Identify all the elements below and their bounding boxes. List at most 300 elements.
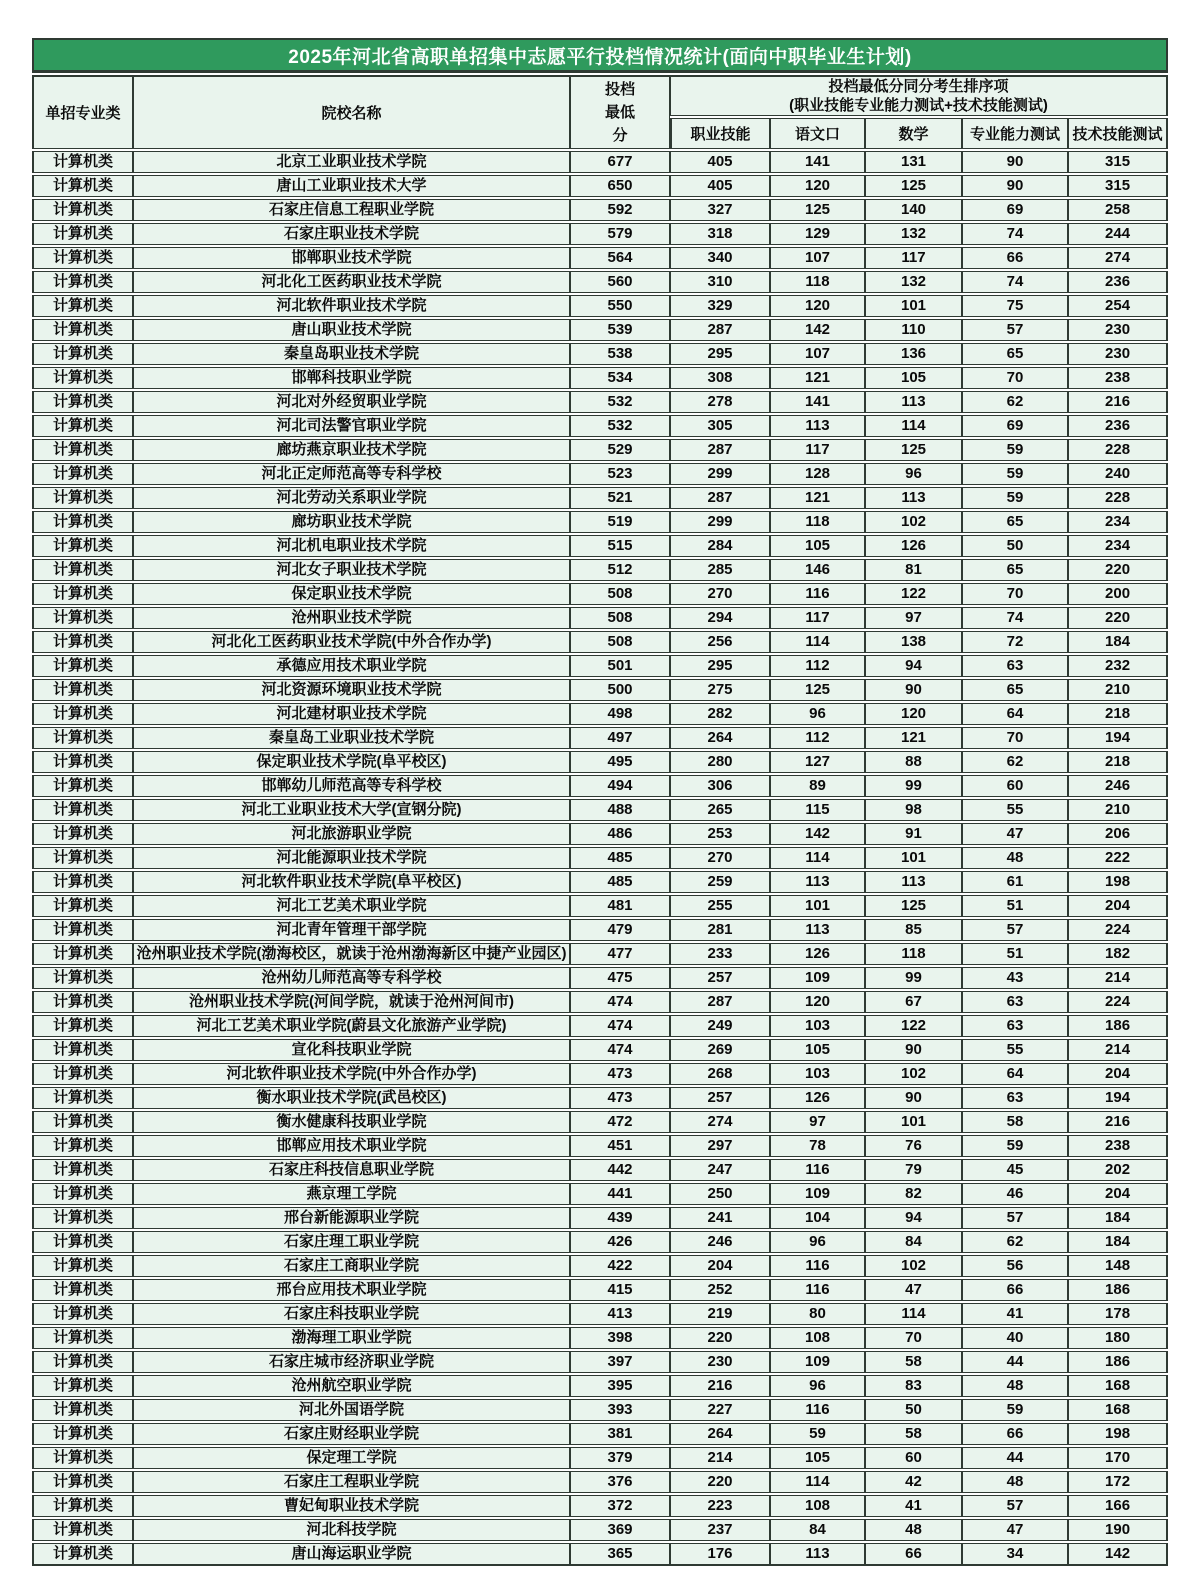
category-cell: 计算机类: [32, 1375, 133, 1397]
score-cell: 96: [770, 703, 865, 725]
category-cell: 计算机类: [32, 607, 133, 629]
score-cell: 275: [670, 679, 770, 701]
category-cell: 计算机类: [32, 1327, 133, 1349]
header-school-name: 院校名称: [133, 75, 570, 149]
category-cell: 计算机类: [32, 1303, 133, 1325]
school-cell: 河北对外经贸职业学院: [133, 391, 570, 413]
category-cell: 计算机类: [32, 655, 133, 677]
score-cell: 114: [770, 631, 865, 653]
score-cell: 120: [770, 175, 865, 197]
score-cell: 265: [670, 799, 770, 821]
table-row: [32, 775, 1168, 797]
score-cell: 62: [962, 391, 1068, 413]
table-row: [32, 1231, 1168, 1253]
score-cell: 141: [770, 151, 865, 173]
school-cell: 石家庄理工职业学院: [133, 1231, 570, 1253]
table-row: [32, 439, 1168, 461]
category-cell: 计算机类: [32, 1183, 133, 1205]
score-cell: 113: [770, 415, 865, 437]
score-cell: 84: [770, 1519, 865, 1541]
score-cell: 62: [962, 751, 1068, 773]
score-cell: 295: [670, 343, 770, 365]
category-cell: 计算机类: [32, 679, 133, 701]
score-cell: 529: [570, 439, 670, 461]
score-cell: 90: [962, 175, 1068, 197]
score-cell: 64: [962, 1063, 1068, 1085]
score-cell: 485: [570, 847, 670, 869]
score-cell: 592: [570, 199, 670, 221]
school-cell: 石家庄科技信息职业学院: [133, 1159, 570, 1181]
score-cell: 415: [570, 1279, 670, 1301]
school-cell: 北京工业职业技术学院: [133, 151, 570, 173]
table-row: [32, 1351, 1168, 1373]
school-cell: 河北正定师范高等专科学校: [133, 463, 570, 485]
score-cell: 126: [770, 943, 865, 965]
score-cell: 82: [865, 1183, 962, 1205]
school-cell: 河北软件职业技术学院(中外合作办学): [133, 1063, 570, 1085]
score-cell: 532: [570, 415, 670, 437]
score-cell: 232: [1068, 655, 1168, 677]
score-cell: 194: [1068, 1087, 1168, 1109]
table-row: [32, 1207, 1168, 1229]
score-cell: 238: [1068, 367, 1168, 389]
score-cell: 294: [670, 607, 770, 629]
table-row: [32, 1303, 1168, 1325]
score-cell: 329: [670, 295, 770, 317]
table-row: [32, 487, 1168, 509]
score-cell: 113: [770, 871, 865, 893]
score-cell: 650: [570, 175, 670, 197]
school-cell: 唐山工业职业技术大学: [133, 175, 570, 197]
table-title: 2025年河北省高职单招集中志愿平行投档情况统计(面向中职毕业生计划): [288, 46, 912, 68]
score-cell: 379: [570, 1447, 670, 1469]
school-cell: 河北工艺美术职业学院: [133, 895, 570, 917]
table-row: [32, 703, 1168, 725]
table-row: [32, 151, 1168, 173]
score-cell: 115: [770, 799, 865, 821]
header-min-score: [570, 75, 670, 149]
score-cell: 220: [1068, 607, 1168, 629]
score-cell: 48: [865, 1519, 962, 1541]
table-row: [32, 343, 1168, 365]
score-cell: 287: [670, 439, 770, 461]
school-cell: 邯郸应用技术职业学院: [133, 1135, 570, 1157]
score-cell: 228: [1068, 487, 1168, 509]
header-category: 单招专业类: [32, 75, 133, 149]
table-row: [32, 1135, 1168, 1157]
category-cell: 计算机类: [32, 559, 133, 581]
score-cell: 256: [670, 631, 770, 653]
score-cell: 214: [670, 1447, 770, 1469]
school-cell: 邢台应用技术职业学院: [133, 1279, 570, 1301]
school-cell: 河北软件职业技术学院: [133, 295, 570, 317]
header-min-score-line2: 最低: [604, 104, 635, 121]
school-cell: 河北工艺美术职业学院(蔚县文化旅游产业学院): [133, 1015, 570, 1037]
score-cell: 140: [865, 199, 962, 221]
score-cell: 96: [770, 1375, 865, 1397]
score-cell: 56: [962, 1255, 1068, 1277]
score-cell: 113: [865, 391, 962, 413]
score-cell: 105: [770, 535, 865, 557]
score-cell: 60: [962, 775, 1068, 797]
table-row: [32, 1063, 1168, 1085]
category-cell: 计算机类: [32, 1015, 133, 1037]
category-cell: 计算机类: [32, 871, 133, 893]
score-cell: 285: [670, 559, 770, 581]
school-cell: 河北化工医药职业技术学院(中外合作办学): [133, 631, 570, 653]
category-cell: 计算机类: [32, 439, 133, 461]
score-cell: 120: [865, 703, 962, 725]
score-cell: 114: [770, 847, 865, 869]
table-row: [32, 583, 1168, 605]
score-cell: 451: [570, 1135, 670, 1157]
score-cell: 218: [1068, 751, 1168, 773]
score-cell: 89: [770, 775, 865, 797]
school-cell: 衡水职业技术学院(武邑校区): [133, 1087, 570, 1109]
score-cell: 88: [865, 751, 962, 773]
table-row: [32, 1183, 1168, 1205]
table-row: [32, 1447, 1168, 1469]
score-cell: 222: [1068, 847, 1168, 869]
score-cell: 99: [865, 967, 962, 989]
score-cell: 101: [865, 847, 962, 869]
score-cell: 103: [770, 1063, 865, 1085]
score-cell: 287: [670, 319, 770, 341]
score-cell: 99: [865, 775, 962, 797]
score-cell: 210: [1068, 799, 1168, 821]
score-cell: 264: [670, 727, 770, 749]
score-cell: 116: [770, 1255, 865, 1277]
table-row: [32, 391, 1168, 413]
table-row: [32, 271, 1168, 293]
table-row: [32, 727, 1168, 749]
score-cell: 204: [1068, 1183, 1168, 1205]
category-cell: 计算机类: [32, 1039, 133, 1061]
score-cell: 274: [1068, 247, 1168, 269]
score-cell: 57: [962, 1495, 1068, 1517]
score-cell: 59: [962, 1399, 1068, 1421]
score-cell: 184: [1068, 1207, 1168, 1229]
score-cell: 282: [670, 703, 770, 725]
score-cell: 512: [570, 559, 670, 581]
score-cell: 127: [770, 751, 865, 773]
table-row: [32, 463, 1168, 485]
score-cell: 142: [770, 823, 865, 845]
score-cell: 117: [770, 439, 865, 461]
school-cell: 石家庄城市经济职业学院: [133, 1351, 570, 1373]
score-cell: 176: [670, 1543, 770, 1566]
school-cell: 河北资源环境职业技术学院: [133, 679, 570, 701]
score-cell: 101: [770, 895, 865, 917]
score-cell: 182: [1068, 943, 1168, 965]
score-cell: 488: [570, 799, 670, 821]
score-cell: 315: [1068, 175, 1168, 197]
score-cell: 138: [865, 631, 962, 653]
score-cell: 40: [962, 1327, 1068, 1349]
score-cell: 198: [1068, 871, 1168, 893]
score-cell: 96: [865, 463, 962, 485]
score-cell: 63: [962, 1015, 1068, 1037]
score-cell: 287: [670, 487, 770, 509]
category-cell: 计算机类: [32, 223, 133, 245]
school-cell: 秦皇岛工业职业技术学院: [133, 727, 570, 749]
score-cell: 97: [865, 607, 962, 629]
score-cell: 120: [770, 991, 865, 1013]
score-cell: 64: [962, 703, 1068, 725]
category-cell: 计算机类: [32, 1447, 133, 1469]
score-cell: 218: [1068, 703, 1168, 725]
category-cell: 计算机类: [32, 1399, 133, 1421]
score-cell: 190: [1068, 1519, 1168, 1541]
score-cell: 148: [1068, 1255, 1168, 1277]
score-cell: 118: [770, 271, 865, 293]
table-row: [32, 607, 1168, 629]
table-row: [32, 295, 1168, 317]
header-tiebreak-line1: 投档最低分同分考生排序项: [828, 78, 1009, 95]
school-cell: 承德应用技术职业学院: [133, 655, 570, 677]
score-cell: 48: [962, 1375, 1068, 1397]
table-row: [32, 247, 1168, 269]
score-cell: 166: [1068, 1495, 1168, 1517]
score-cell: 405: [670, 175, 770, 197]
score-cell: 274: [670, 1111, 770, 1133]
category-cell: 计算机类: [32, 295, 133, 317]
score-cell: 47: [962, 823, 1068, 845]
score-cell: 170: [1068, 1447, 1168, 1469]
score-cell: 498: [570, 703, 670, 725]
score-cell: 534: [570, 367, 670, 389]
score-cell: 381: [570, 1423, 670, 1445]
table-row: [32, 679, 1168, 701]
score-cell: 230: [670, 1351, 770, 1373]
score-cell: 210: [1068, 679, 1168, 701]
table-row: [32, 1519, 1168, 1541]
score-cell: 500: [570, 679, 670, 701]
score-cell: 230: [1068, 319, 1168, 341]
score-cell: 59: [770, 1423, 865, 1445]
table-row: [32, 943, 1168, 965]
score-cell: 110: [865, 319, 962, 341]
table-header: [32, 75, 1168, 149]
score-cell: 101: [865, 1111, 962, 1133]
score-cell: 67: [865, 991, 962, 1013]
category-cell: 计算机类: [32, 631, 133, 653]
score-cell: 80: [770, 1303, 865, 1325]
score-cell: 214: [1068, 1039, 1168, 1061]
score-cell: 441: [570, 1183, 670, 1205]
score-cell: 204: [670, 1255, 770, 1277]
score-cell: 112: [770, 655, 865, 677]
score-cell: 172: [1068, 1471, 1168, 1493]
score-cell: 142: [770, 319, 865, 341]
table-row: [32, 1327, 1168, 1349]
score-cell: 508: [570, 631, 670, 653]
table-row: [32, 871, 1168, 893]
score-cell: 186: [1068, 1015, 1168, 1037]
school-cell: 石家庄职业技术学院: [133, 223, 570, 245]
category-cell: 计算机类: [32, 1279, 133, 1301]
school-cell: 河北工业职业技术大学(宣钢分院): [133, 799, 570, 821]
score-cell: 84: [865, 1231, 962, 1253]
table-row: [32, 823, 1168, 845]
score-cell: 59: [962, 1135, 1068, 1157]
score-cell: 393: [570, 1399, 670, 1421]
score-cell: 202: [1068, 1159, 1168, 1181]
score-cell: 477: [570, 943, 670, 965]
score-cell: 287: [670, 991, 770, 1013]
score-cell: 128: [770, 463, 865, 485]
score-cell: 236: [1068, 271, 1168, 293]
score-cell: 78: [770, 1135, 865, 1157]
score-cell: 278: [670, 391, 770, 413]
score-cell: 472: [570, 1111, 670, 1133]
score-cell: 43: [962, 967, 1068, 989]
school-cell: 沧州职业技术学院(渤海校区，就读于沧州渤海新区中捷产业园区): [133, 943, 570, 965]
score-cell: 184: [1068, 1231, 1168, 1253]
score-cell: 315: [1068, 151, 1168, 173]
school-cell: 河北科技学院: [133, 1519, 570, 1541]
score-cell: 474: [570, 1015, 670, 1037]
score-cell: 90: [962, 151, 1068, 173]
score-cell: 204: [1068, 1063, 1168, 1085]
score-cell: 523: [570, 463, 670, 485]
score-cell: 180: [1068, 1327, 1168, 1349]
table-row: [32, 895, 1168, 917]
score-cell: 125: [770, 679, 865, 701]
header-row-top: [32, 75, 1168, 116]
score-cell: 216: [1068, 1111, 1168, 1133]
score-cell: 55: [962, 799, 1068, 821]
score-cell: 560: [570, 271, 670, 293]
category-cell: 计算机类: [32, 1159, 133, 1181]
score-cell: 405: [670, 151, 770, 173]
score-cell: 48: [962, 847, 1068, 869]
school-cell: 廊坊燕京职业技术学院: [133, 439, 570, 461]
score-cell: 107: [770, 247, 865, 269]
score-cell: 58: [962, 1111, 1068, 1133]
category-cell: 计算机类: [32, 247, 133, 269]
category-cell: 计算机类: [32, 1063, 133, 1085]
score-cell: 178: [1068, 1303, 1168, 1325]
score-cell: 62: [962, 1231, 1068, 1253]
score-cell: 113: [770, 919, 865, 941]
score-cell: 257: [670, 967, 770, 989]
score-cell: 125: [865, 895, 962, 917]
table-row: [32, 319, 1168, 341]
score-cell: 132: [865, 271, 962, 293]
score-cell: 70: [962, 583, 1068, 605]
school-cell: 邢台新能源职业学院: [133, 1207, 570, 1229]
score-cell: 236: [1068, 415, 1168, 437]
category-cell: 计算机类: [32, 319, 133, 341]
score-cell: 238: [1068, 1135, 1168, 1157]
score-cell: 122: [865, 583, 962, 605]
score-cell: 508: [570, 607, 670, 629]
score-cell: 220: [670, 1471, 770, 1493]
school-cell: 沧州航空职业学院: [133, 1375, 570, 1397]
school-cell: 河北化工医药职业技术学院: [133, 271, 570, 293]
score-cell: 65: [962, 559, 1068, 581]
score-cell: 102: [865, 511, 962, 533]
score-cell: 246: [670, 1231, 770, 1253]
score-cell: 532: [570, 391, 670, 413]
score-cell: 97: [770, 1111, 865, 1133]
category-cell: 计算机类: [32, 271, 133, 293]
score-cell: 83: [865, 1375, 962, 1397]
score-cell: 270: [670, 847, 770, 869]
score-cell: 142: [1068, 1543, 1168, 1566]
score-cell: 70: [962, 727, 1068, 749]
score-cell: 44: [962, 1351, 1068, 1373]
score-cell: 254: [1068, 295, 1168, 317]
table-row: [32, 367, 1168, 389]
score-cell: 105: [865, 367, 962, 389]
table-row: [32, 1495, 1168, 1517]
score-cell: 579: [570, 223, 670, 245]
school-cell: 沧州职业技术学院: [133, 607, 570, 629]
table-title-bar: [32, 38, 1168, 73]
table-row: [32, 799, 1168, 821]
table-row: [32, 223, 1168, 245]
category-cell: 计算机类: [32, 535, 133, 557]
score-cell: 70: [865, 1327, 962, 1349]
score-cell: 63: [962, 655, 1068, 677]
table-row: [32, 631, 1168, 653]
score-cell: 96: [770, 1231, 865, 1253]
score-cell: 234: [1068, 511, 1168, 533]
school-cell: 唐山职业技术学院: [133, 319, 570, 341]
score-cell: 184: [1068, 631, 1168, 653]
score-cell: 63: [962, 991, 1068, 1013]
school-cell: 河北机电职业技术学院: [133, 535, 570, 557]
score-cell: 65: [962, 679, 1068, 701]
score-cell: 206: [1068, 823, 1168, 845]
table-row: [32, 751, 1168, 773]
school-cell: 石家庄科技职业学院: [133, 1303, 570, 1325]
score-cell: 258: [1068, 199, 1168, 221]
table-row: [32, 1543, 1168, 1566]
school-cell: 河北旅游职业学院: [133, 823, 570, 845]
score-cell: 125: [865, 439, 962, 461]
score-cell: 101: [865, 295, 962, 317]
table-row: [32, 991, 1168, 1013]
category-cell: 计算机类: [32, 727, 133, 749]
category-cell: 计算机类: [32, 511, 133, 533]
category-cell: 计算机类: [32, 1087, 133, 1109]
score-cell: 66: [962, 1423, 1068, 1445]
score-cell: 200: [1068, 583, 1168, 605]
category-cell: 计算机类: [32, 1207, 133, 1229]
score-cell: 413: [570, 1303, 670, 1325]
category-cell: 计算机类: [32, 415, 133, 437]
score-cell: 65: [962, 511, 1068, 533]
score-cell: 50: [962, 535, 1068, 557]
category-cell: 计算机类: [32, 967, 133, 989]
score-cell: 473: [570, 1087, 670, 1109]
score-cell: 241: [670, 1207, 770, 1229]
score-cell: 395: [570, 1375, 670, 1397]
category-cell: 计算机类: [32, 1135, 133, 1157]
category-cell: 计算机类: [32, 919, 133, 941]
header-tiebreak-line2: (职业技能专业能力测试+技术技能测试): [789, 97, 1048, 114]
score-cell: 94: [865, 655, 962, 677]
score-cell: 369: [570, 1519, 670, 1541]
table-row: [32, 1279, 1168, 1301]
score-cell: 114: [865, 415, 962, 437]
score-cell: 365: [570, 1543, 670, 1566]
score-cell: 259: [670, 871, 770, 893]
category-cell: 计算机类: [32, 463, 133, 485]
